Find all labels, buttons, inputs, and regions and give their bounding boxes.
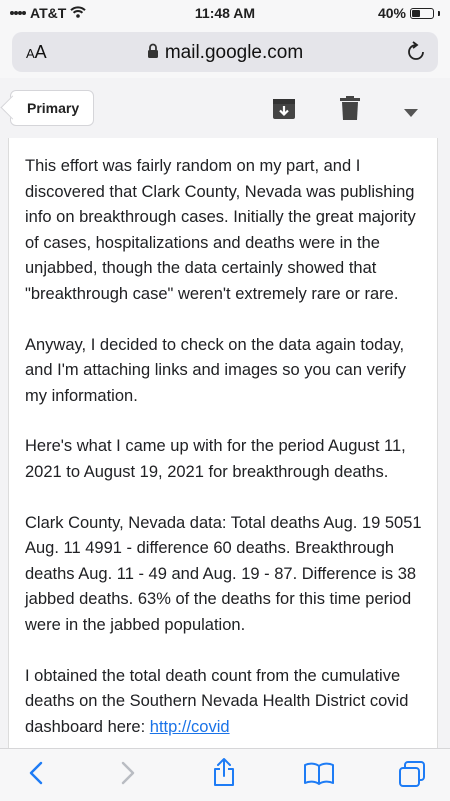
lock-icon	[147, 43, 159, 65]
back-label: Primary	[27, 100, 80, 116]
battery-group	[378, 5, 440, 21]
forward-icon[interactable]	[120, 761, 136, 790]
url-field[interactable]	[12, 42, 438, 65]
email-body	[25, 154, 429, 748]
browser-header	[0, 26, 450, 78]
chevron-down-icon[interactable]	[404, 104, 418, 122]
email-message	[8, 138, 438, 748]
paragraph-5: I obtained the total death count from the cumulative deaths on the Southern Nevada Health District covid dashboard here: http://covid	[25, 666, 409, 736]
paragraph-1: This effort was fairly random on my part, and I discovered that Clark County, Nevada was publishing info on breakthrough cases. Initially the great majority of cases, hospitalizations and deaths were in the unjabbed, though the data certainly showed that "breakthrough case" weren't extremely rare or rare.	[25, 157, 416, 303]
battery-icon	[410, 8, 434, 19]
paragraph-3: Here's what I came up with for the period August 11, 2021 to August 19, 2021 for breakthrough deaths.	[25, 437, 406, 481]
paragraph-2: Anyway, I decided to check on the data again today, and I'm attaching links and images so you can verify my information.	[25, 335, 407, 405]
paragraph-4: Clark County, Nevada data: Total deaths Aug. 19 5051 Aug. 11 4991 - difference 60 deaths. Breakthrough deaths Aug. 11 - 49 and Aug. 19 - 87. Difference is 38 jabbed deaths. 63% of the deaths for this time period were in the jabbed population.	[25, 513, 422, 634]
tabs-icon[interactable]	[398, 761, 426, 792]
share-icon[interactable]	[212, 757, 236, 792]
text-size-button[interactable]: AA	[26, 42, 47, 62]
battery-percent: 40%	[377, 5, 406, 21]
url-text: mail.google.com	[164, 42, 304, 63]
address-bar[interactable]	[12, 32, 438, 72]
mail-toolbar	[0, 78, 450, 136]
back-to-primary-button[interactable]	[10, 90, 94, 126]
clock: 11:48 AM	[194, 5, 256, 21]
carrier-name: AT&T	[30, 5, 67, 21]
reload-icon[interactable]	[406, 41, 426, 68]
dashboard-link[interactable]: http://covid	[149, 717, 230, 736]
status-bar	[0, 0, 450, 26]
trash-icon[interactable]	[340, 96, 360, 125]
archive-icon[interactable]	[272, 98, 296, 125]
bookmarks-icon[interactable]	[304, 761, 334, 790]
safari-bottom-toolbar	[0, 748, 450, 801]
back-icon[interactable]	[28, 761, 44, 790]
